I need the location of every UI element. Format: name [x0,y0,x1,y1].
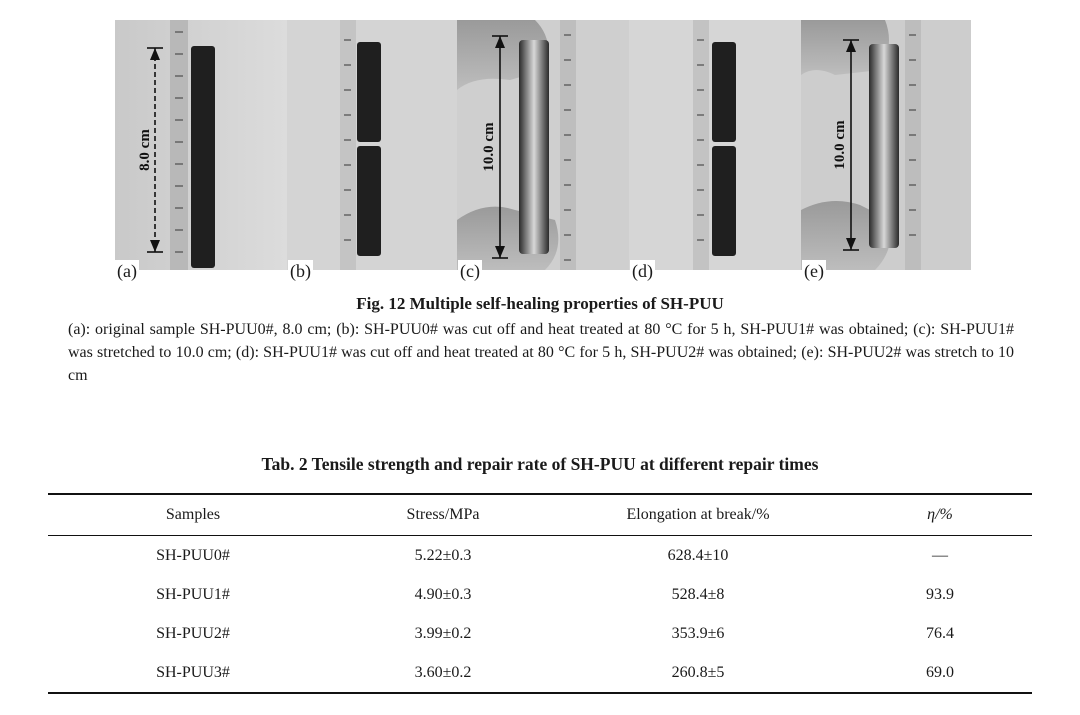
cell-stress: 4.90±0.3 [414,585,472,603]
cell-sample: SH-PUU1# [156,585,230,603]
cell-eta: 93.9 [926,585,954,603]
cell-eta: 69.0 [926,663,954,681]
panel-label-e: (e) [804,261,824,281]
header-samples: Samples [165,506,221,523]
panel-e-measure: 10.0 cm [832,120,848,170]
cell-sample: SH-PUU3# [156,663,230,681]
header-eta: η/% [927,506,953,523]
cell-elongation: 353.9±6 [671,624,725,642]
table-header-row [48,494,1032,536]
figure-title: Fig. 12 Multiple self-healing properties of SH-PUU [356,294,724,313]
self-healing-photo-strip [115,20,971,270]
figure-12 [115,20,971,281]
table-row [48,536,1032,576]
cell-stress: 3.60±0.2 [414,663,472,681]
cell-elongation: 528.4±8 [671,585,725,603]
cell-eta: — [932,546,948,564]
tensile-strength-table [48,493,1032,694]
panel-label-c: (c) [460,261,480,281]
panel-c-measure: 10.0 cm [481,122,497,172]
panel-label-d: (d) [632,261,653,281]
panel-a-measure: 8.0 cm [137,129,153,171]
cell-stress: 3.99±0.2 [414,624,472,642]
table-title: Tab. 2 Tensile strength and repair rate of SH-PUU at different repair times [261,454,819,474]
cell-stress: 5.22±0.3 [414,546,472,564]
cell-elongation: 628.4±10 [667,546,729,564]
panel-label-b: (b) [290,261,311,281]
cell-sample: SH-PUU0# [156,546,230,564]
header-stress: Stress/MPa [406,506,480,523]
table-row [48,614,1032,653]
cell-eta: 76.4 [926,624,954,642]
table-row [48,653,1032,693]
table-row [48,575,1032,614]
figure-caption: (a): original sample SH-PUU0#, 8.0 cm; (b): SH-PUU0# was cut off and heat treated at 80 °C for 5 h, SH-PUU1# was obtained; (c): SH-PUU1# was stretched to 10.0 cm; (d): SH-PUU1# was cut off and heat treated at 80 °C for 5 h, SH-PUU2# was obtained; (e): SH-PUU2# was stretch to 10 cm [68,321,1014,384]
cell-sample: SH-PUU2# [156,624,230,642]
header-elongation: Elongation at break/% [626,506,770,523]
cell-elongation: 260.8±5 [671,663,725,681]
panel-label-a: (a) [117,261,137,281]
